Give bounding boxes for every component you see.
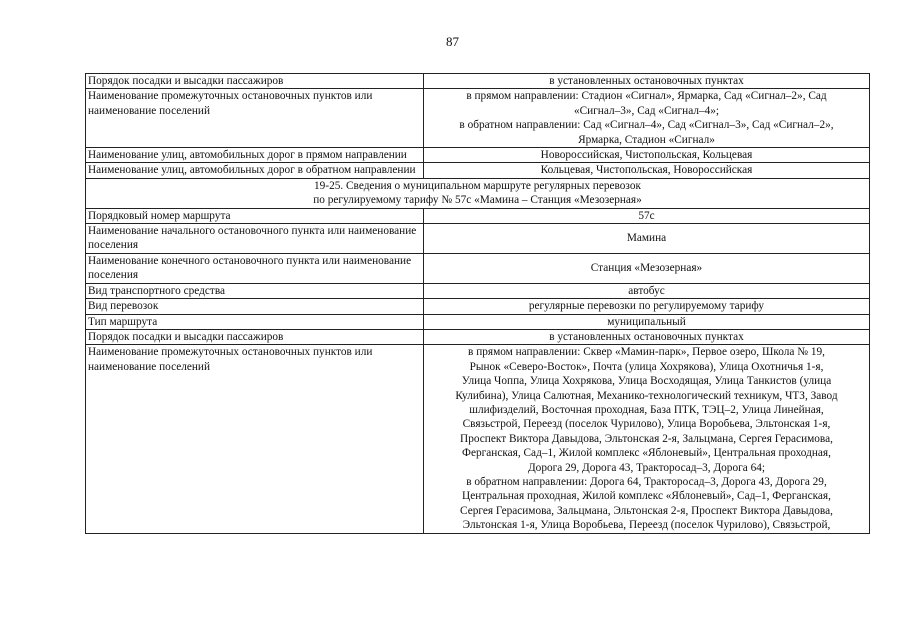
row-label: Порядок посадки и высадки пассажиров [86, 329, 424, 344]
table-row [86, 329, 870, 344]
table-row [86, 314, 870, 329]
table-row [86, 283, 870, 298]
row-label: Наименование улиц, автомобильных дорог в прямом направлении [86, 148, 424, 163]
row-value: Мамина [424, 224, 870, 254]
row-label: Наименование начального остановочного пункта или наименование поселения [86, 224, 424, 254]
row-value: 57с [424, 208, 870, 223]
row-value: в установленных остановочных пунктах [424, 329, 870, 344]
row-label: Вид транспортного средства [86, 283, 424, 298]
route-info-table [85, 73, 870, 534]
section-header-row [86, 178, 870, 208]
row-value: Кольцевая, Чистопольская, Новороссийская [424, 163, 870, 178]
row-label: Наименование промежуточных остановочных пунктов или наименование поселений [86, 345, 424, 533]
row-value: муниципальный [424, 314, 870, 329]
table-row [86, 208, 870, 223]
section-header: 19-25. Сведения о муниципальном маршруте регулярных перевозок по регулируемому тарифу № 57с «Мамина – Станция «Мезозерная» [86, 178, 870, 208]
row-label: Тип маршрута [86, 314, 424, 329]
table-row [86, 74, 870, 89]
table-row [86, 299, 870, 314]
row-label: Порядковый номер маршрута [86, 208, 424, 223]
row-label: Наименование конечного остановочного пункта или наименование поселения [86, 253, 424, 283]
table-row [86, 89, 870, 148]
row-label: Наименование промежуточных остановочных пунктов или наименование поселений [86, 89, 424, 148]
table-row [86, 253, 870, 283]
row-value: в прямом направлении: Стадион «Сигнал», Ярмарка, Сад «Сигнал–2», Сад «Сигнал–3», Сад «Сигнал–4»; в обратном направлении: Сад «Сигнал–4», Сад «Сигнал–3», Сад «Сигнал–2», Ярмарка, Стадион «Сигнал» [424, 89, 870, 148]
row-value: в установленных остановочных пунктах [424, 74, 870, 89]
row-value: регулярные перевозки по регулируемому тарифу [424, 299, 870, 314]
row-label: Наименование улиц, автомобильных дорог в обратном направлении [86, 163, 424, 178]
row-value: в прямом направлении: Сквер «Мамин-парк», Первое озеро, Школа № 19, Рынок «Северо-Восток», Почта (улица Хохрякова), Улица Охотничья 1-я, Улица Чоппа, Улица Хохрякова, Улица Восходящая, Улица Танкистов (улица Кулибина), Улица Салютная, Механико-технологический техникум, ЧТЗ, Завод шлифизделий, Восточная проходная, База ПТК, ТЭЦ–2, Улица Линейная, Связьстрой, Переезд (поселок Чурилово), Улица Воробьева, Эльтонская 1-я, Проспект Виктора Давыдова, Эльтонская 2-я, Зальцмана, Сергея Герасимова, Ферганская, Сад–1, Жилой комплекс «Яблоневый», Центральная проходная, Дорога 29, Дорога 43, Тракторосад–3, Дорога 64; в обратном направлении: Дорога 64, Тракторосад–3, Дорога 43, Дорога 29, Центральная проходная, Жилой комплекс «Яблоневый», Сад–1, Ферганская, Сергея Герасимова, Зальцмана, Эльтонская 2-я, Проспект Виктора Давыдова, Эльтонская 1-я, Улица Воробьева, Переезд (поселок Чурилово), Связьстрой, [424, 345, 870, 533]
table-row [86, 163, 870, 178]
table-row [86, 224, 870, 254]
row-value: Станция «Мезозерная» [424, 253, 870, 283]
row-value: Новороссийская, Чистопольская, Кольцевая [424, 148, 870, 163]
row-label: Вид перевозок [86, 299, 424, 314]
row-value: автобус [424, 283, 870, 298]
page-number: 87 [446, 34, 459, 49]
table-row [86, 148, 870, 163]
table-row [86, 345, 870, 533]
row-label: Порядок посадки и высадки пассажиров [86, 74, 424, 89]
